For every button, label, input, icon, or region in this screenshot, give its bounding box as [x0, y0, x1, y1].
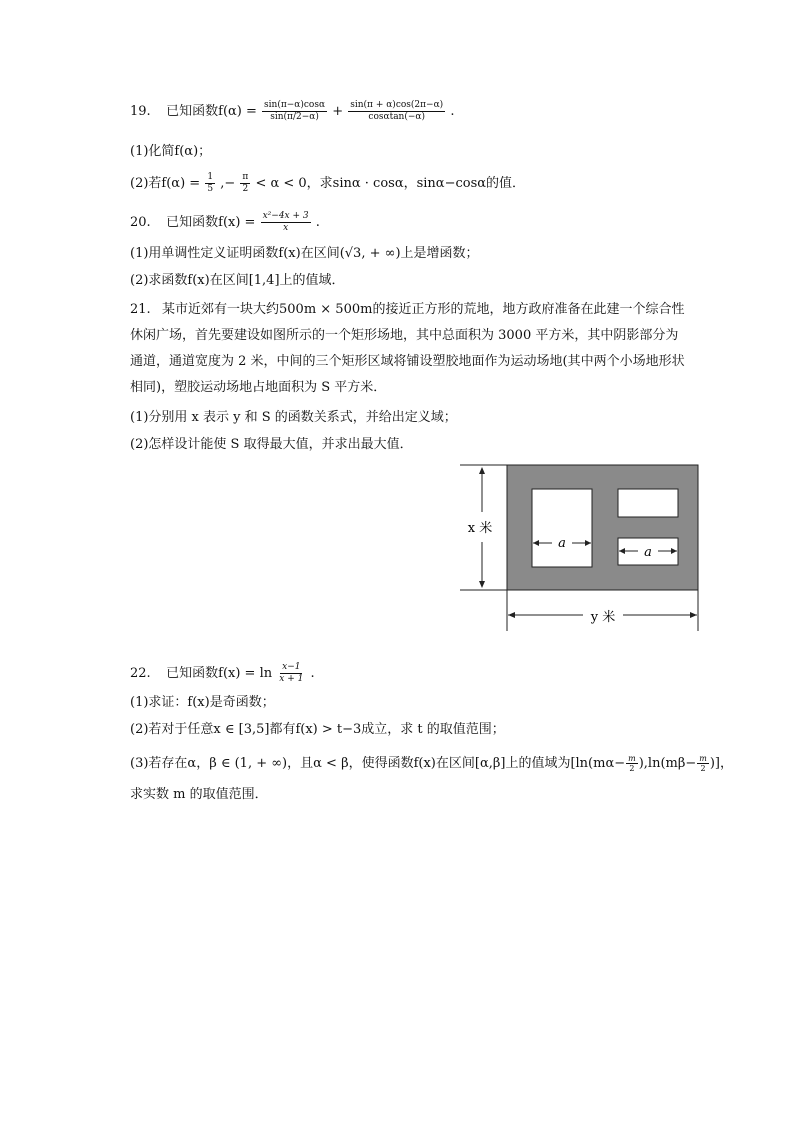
q19-frac2-num: sin(π + α)cos(2π−α)	[350, 100, 444, 110]
a-left-label: a	[558, 536, 566, 551]
q20-stem	[130, 211, 320, 234]
q19-part2	[130, 172, 525, 195]
q21-number: 21.	[130, 302, 151, 317]
q22-frac-den: x + 1	[279, 674, 304, 684]
q22-part3-frac1-num: m	[628, 754, 636, 763]
q21-text: 某市近郊有一块大约500m × 500m的接近正方形的荒地，地方政府准备在此建一个综合性休闲广场，首先要建设如图所示的一个矩形场地，其中总面积为 3000 平方米，其中阴影部分为通道，通道宽度为 2 米，中间的三个矩形区域将铺设塑胶地面作为运动场地(其中两个小场地形状相同)，塑胶运动场地占地面积为 S 平方米．	[130, 302, 685, 395]
q19-part2-a: (2)若f(α) =	[130, 176, 201, 191]
q22-part2: (2)若对于任意x ∈ [3,5]都有f(x) > t−3成立，求 t 的取值范围；	[130, 722, 505, 737]
q19-part2-comma: ,−	[220, 176, 236, 191]
a-right-label: a	[644, 545, 652, 560]
q19-frac1-num: sin(π−α)cosα	[264, 100, 326, 110]
q20-number: 20.	[130, 215, 151, 230]
q22-number: 22.	[130, 666, 151, 681]
y-dimension-label: y 米	[590, 610, 616, 625]
q22-part3-frac2-num: m	[699, 754, 707, 763]
x-dimension-label: x 米	[467, 521, 493, 536]
q19-frac1-den: sin(π/2−α)	[270, 112, 319, 122]
q21-part2: (2)怎样设计能使 S 取得最大值，并求出最大值．	[130, 437, 413, 452]
q20-lead: 已知函数f(x) =	[166, 215, 256, 230]
q19-frac2-den: cosαtan(−α)	[368, 112, 425, 122]
q21-part1: (1)分别用 x 表示 y 和 S 的函数关系式，并给出定义域；	[130, 410, 457, 425]
q19-fraction-2	[348, 100, 445, 123]
q19-plus: +	[332, 104, 344, 119]
x-arrowhead-top	[479, 467, 485, 474]
field-top-right-rect	[618, 489, 678, 517]
q22-part1: (1)求证：f(x)是奇函数；	[130, 695, 275, 710]
q19-part1: (1)化简f(α)；	[130, 144, 212, 159]
q22-part3-b: ),ln(mβ−	[638, 756, 697, 771]
q19-lead: 已知函数f(α) =	[166, 104, 257, 119]
q19-part2-frac1-den: 5	[207, 184, 214, 194]
q20-frac-num: x²−4x + 3	[262, 211, 309, 221]
q22-part3-frac1-den: 2	[629, 764, 635, 773]
q22-stem	[130, 662, 315, 685]
y-arrowhead-left	[508, 612, 515, 618]
q19-part2-frac2-den: 2	[242, 184, 249, 194]
q19-number: 19.	[130, 104, 151, 119]
q22-part3	[130, 754, 733, 773]
x-arrowhead-bottom	[479, 581, 485, 588]
q19-end: .	[450, 104, 455, 119]
q22-part3-a: (3)若存在α，β ∈ (1, + ∞)，且α < β，使得函数f(x)在区间[α,β]上的值域为[ln(mα−	[130, 756, 626, 771]
q20-frac-den: x	[283, 223, 289, 233]
q21-figure	[455, 460, 705, 635]
q19-fraction-1	[262, 100, 327, 123]
q22-part3-frac1	[626, 754, 638, 773]
q19-part2-frac1	[205, 172, 215, 195]
q22-lead: 已知函数f(x) = ln	[166, 666, 273, 681]
q20-part1: (1)用单调性定义证明函数f(x)在区间(√3, + ∞)上是增函数；	[130, 246, 479, 261]
q19-part2-frac2	[240, 172, 250, 195]
q19-part2-frac2-num: π	[242, 172, 249, 182]
q19-part2-frac1-num: 1	[207, 172, 214, 182]
q19-stem	[130, 100, 454, 123]
q22-part3-d: 求实数 m 的取值范围．	[130, 787, 268, 802]
q22-part3-frac2-den: 2	[700, 764, 706, 773]
y-arrowhead-right	[690, 612, 697, 618]
q22-part3-c: )]，	[709, 756, 734, 771]
q20-fraction	[261, 211, 311, 234]
q22-end: .	[310, 666, 315, 681]
q21-stem	[130, 297, 690, 401]
q20-part2: (2)求函数f(x)在区间[1,4]上的值域．	[130, 273, 345, 288]
q22-frac-num: x−1	[282, 662, 301, 672]
q22-part3-frac2	[697, 754, 709, 773]
q20-end: .	[315, 215, 320, 230]
field-left-rect	[532, 489, 592, 567]
q22-fraction	[277, 662, 305, 685]
q19-part2-b: < α < 0，求sinα · cosα，sinα−cosα的值．	[255, 176, 526, 191]
